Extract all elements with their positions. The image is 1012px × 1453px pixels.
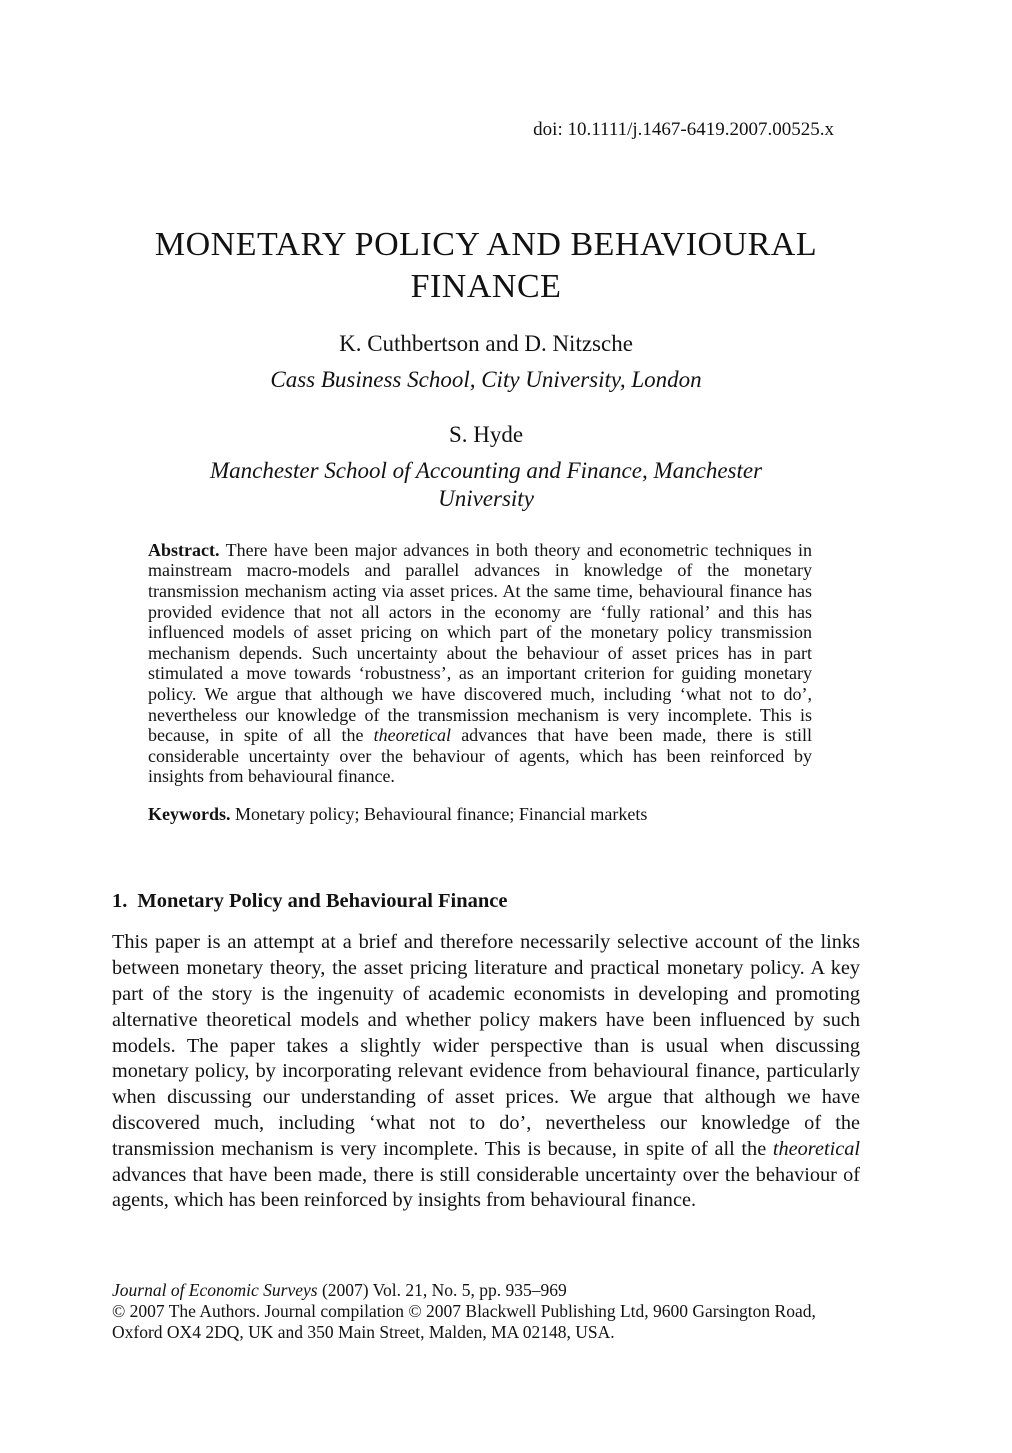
footer-address-line: Oxford OX4 2DQ, UK and 350 Main Street, Malden, MA 02148, USA.	[112, 1322, 615, 1343]
abstract-label: Abstract.	[148, 539, 220, 560]
authors-line-2: S. Hyde	[448, 421, 524, 447]
paper-title: MONETARY POLICY AND BEHAVIOURAL FINANCE	[154, 226, 818, 305]
page-footer	[112, 1280, 872, 1344]
abstract-text: There have been major advances in both theory and econometric techniques in mainstream macro-models and parallel advances in knowledge of the monetary transmission mechanism acting via asset prices. At the same time, behavioural finance has provided evidence that not all actors in the economy are ‘fully rational’ and this has influenced models of asset pricing on which part of the monetary policy transmission mechanism depends. Such uncertainty about the behaviour of asset prices has in part stimulated a move towards ‘robustness’, as an important criterion for guiding monetary policy. We argue that although we have discovered much, including ‘what not to do’, nevertheless our knowledge of the transmission mechanism is very incomplete. This is because, in spite of all the theoretical advances that have been made, there is still considerable uncertainty over the behaviour of agents, which has been reinforced by insights from behavioural finance.	[148, 539, 812, 787]
affiliation-line-2: Manchester School of Accounting and Finance, Manchester University	[209, 457, 763, 511]
doi-text: doi: 10.1111/j.1467-6419.2007.00525.x	[533, 119, 834, 140]
section-title: Monetary Policy and Behavioural Finance	[137, 890, 508, 913]
keywords-text: Monetary policy; Behavioural finance; Financial markets	[230, 803, 648, 824]
footer-journal-line: Journal of Economic Surveys (2007) Vol. 21, No. 5, pp. 935–969	[112, 1280, 567, 1300]
page-content	[112, 0, 860, 1214]
body-paragraph: This paper is an attempt at a brief and therefore necessarily selective account of the links between monetary theory, the asset pricing literature and practical monetary policy. A key part of the story is the ingenuity of academic economists in developing and promoting alternative theoretical models and whether policy makers have been influenced by such models. The paper takes a slightly wider perspective than is usual when discussing monetary policy, by incorporating relevant evidence from behavioural finance, particularly when discussing our understanding of asset prices. We argue that although we have discovered much, including ‘what not to do’, nevertheless our knowledge of the transmission mechanism is very incomplete. This is because, in spite of all the theoretical advances that have been made, there is still considerable uncertainty over the behaviour of agents, which has been reinforced by insights from behavioural finance.	[112, 931, 860, 1212]
footer-copyright-line: © 2007 The Authors. Journal compilation © 2007 Blackwell Publishing Ltd, 9600 Garsington Road,	[112, 1301, 816, 1322]
section-heading	[112, 889, 860, 913]
authors-line-1: K. Cuthbertson and D. Nitzsche	[339, 330, 633, 356]
keywords-line	[148, 804, 812, 825]
abstract-paragraph	[148, 540, 812, 787]
section-number: 1.	[112, 890, 128, 913]
affiliation-line-1: Cass Business School, City University, London	[270, 366, 702, 392]
keywords-label: Keywords.	[148, 803, 231, 824]
